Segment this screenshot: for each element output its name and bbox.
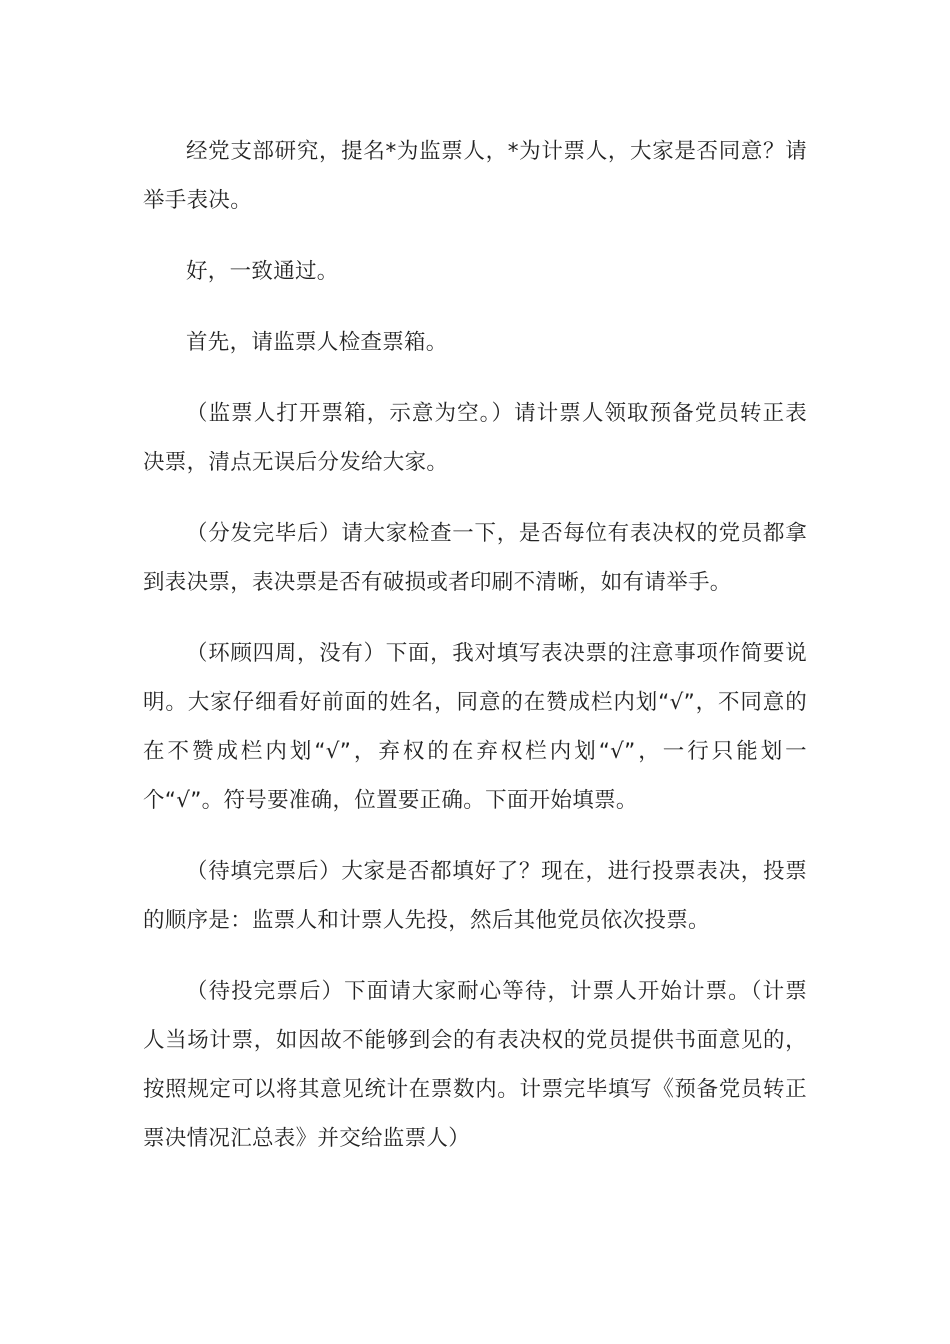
paragraph-check-ballot-box: 首先，请监票人检查票箱。 [186, 330, 448, 355]
paragraph-check-ballots: （分发完毕后）请大家检查一下，是否每位有表决权的党员都拿到表决票，表决票是否有破损或者印刷不清晰，如有请举手。 [143, 521, 807, 595]
paragraph-nomination: 经党支部研究，提名*为监票人，*为计票人，大家是否同意？请举手表决。 [143, 139, 807, 213]
paragraph-approval: 好，一致通过。 [186, 259, 339, 284]
paragraph-voting-order: （待填完票后）大家是否都填好了？现在，进行投票表决，投票的顺序是：监票人和计票人先投，然后其他党员依次投票。 [143, 859, 807, 933]
document-body [143, 127, 807, 1185]
paragraph-distribute-ballots: （监票人打开票箱，示意为空。）请计票人领取预备党员转正表决票，清点无误后分发给大家。 [143, 401, 807, 475]
paragraph-filling-instructions: （环顾四周，没有）下面，我对填写表决票的注意事项作简要说明。大家仔细看好前面的姓名，同意的在赞成栏内划“√”，不同意的在不赞成栏内划“√”，弃权的在弃权栏内划“√”，一行只能划一个“√”。符号要准确，位置要正确。下面开始填票。 [143, 641, 807, 813]
paragraph-vote-counting: （待投完票后）下面请大家耐心等待，计票人开始计票。（计票人当场计票，如因故不能够到会的有表决权的党员提供书面意见的，按照规定可以将其意见统计在票数内。计票完毕填写《预备党员转正票决情况汇总表》并交给监票人） [143, 979, 807, 1151]
